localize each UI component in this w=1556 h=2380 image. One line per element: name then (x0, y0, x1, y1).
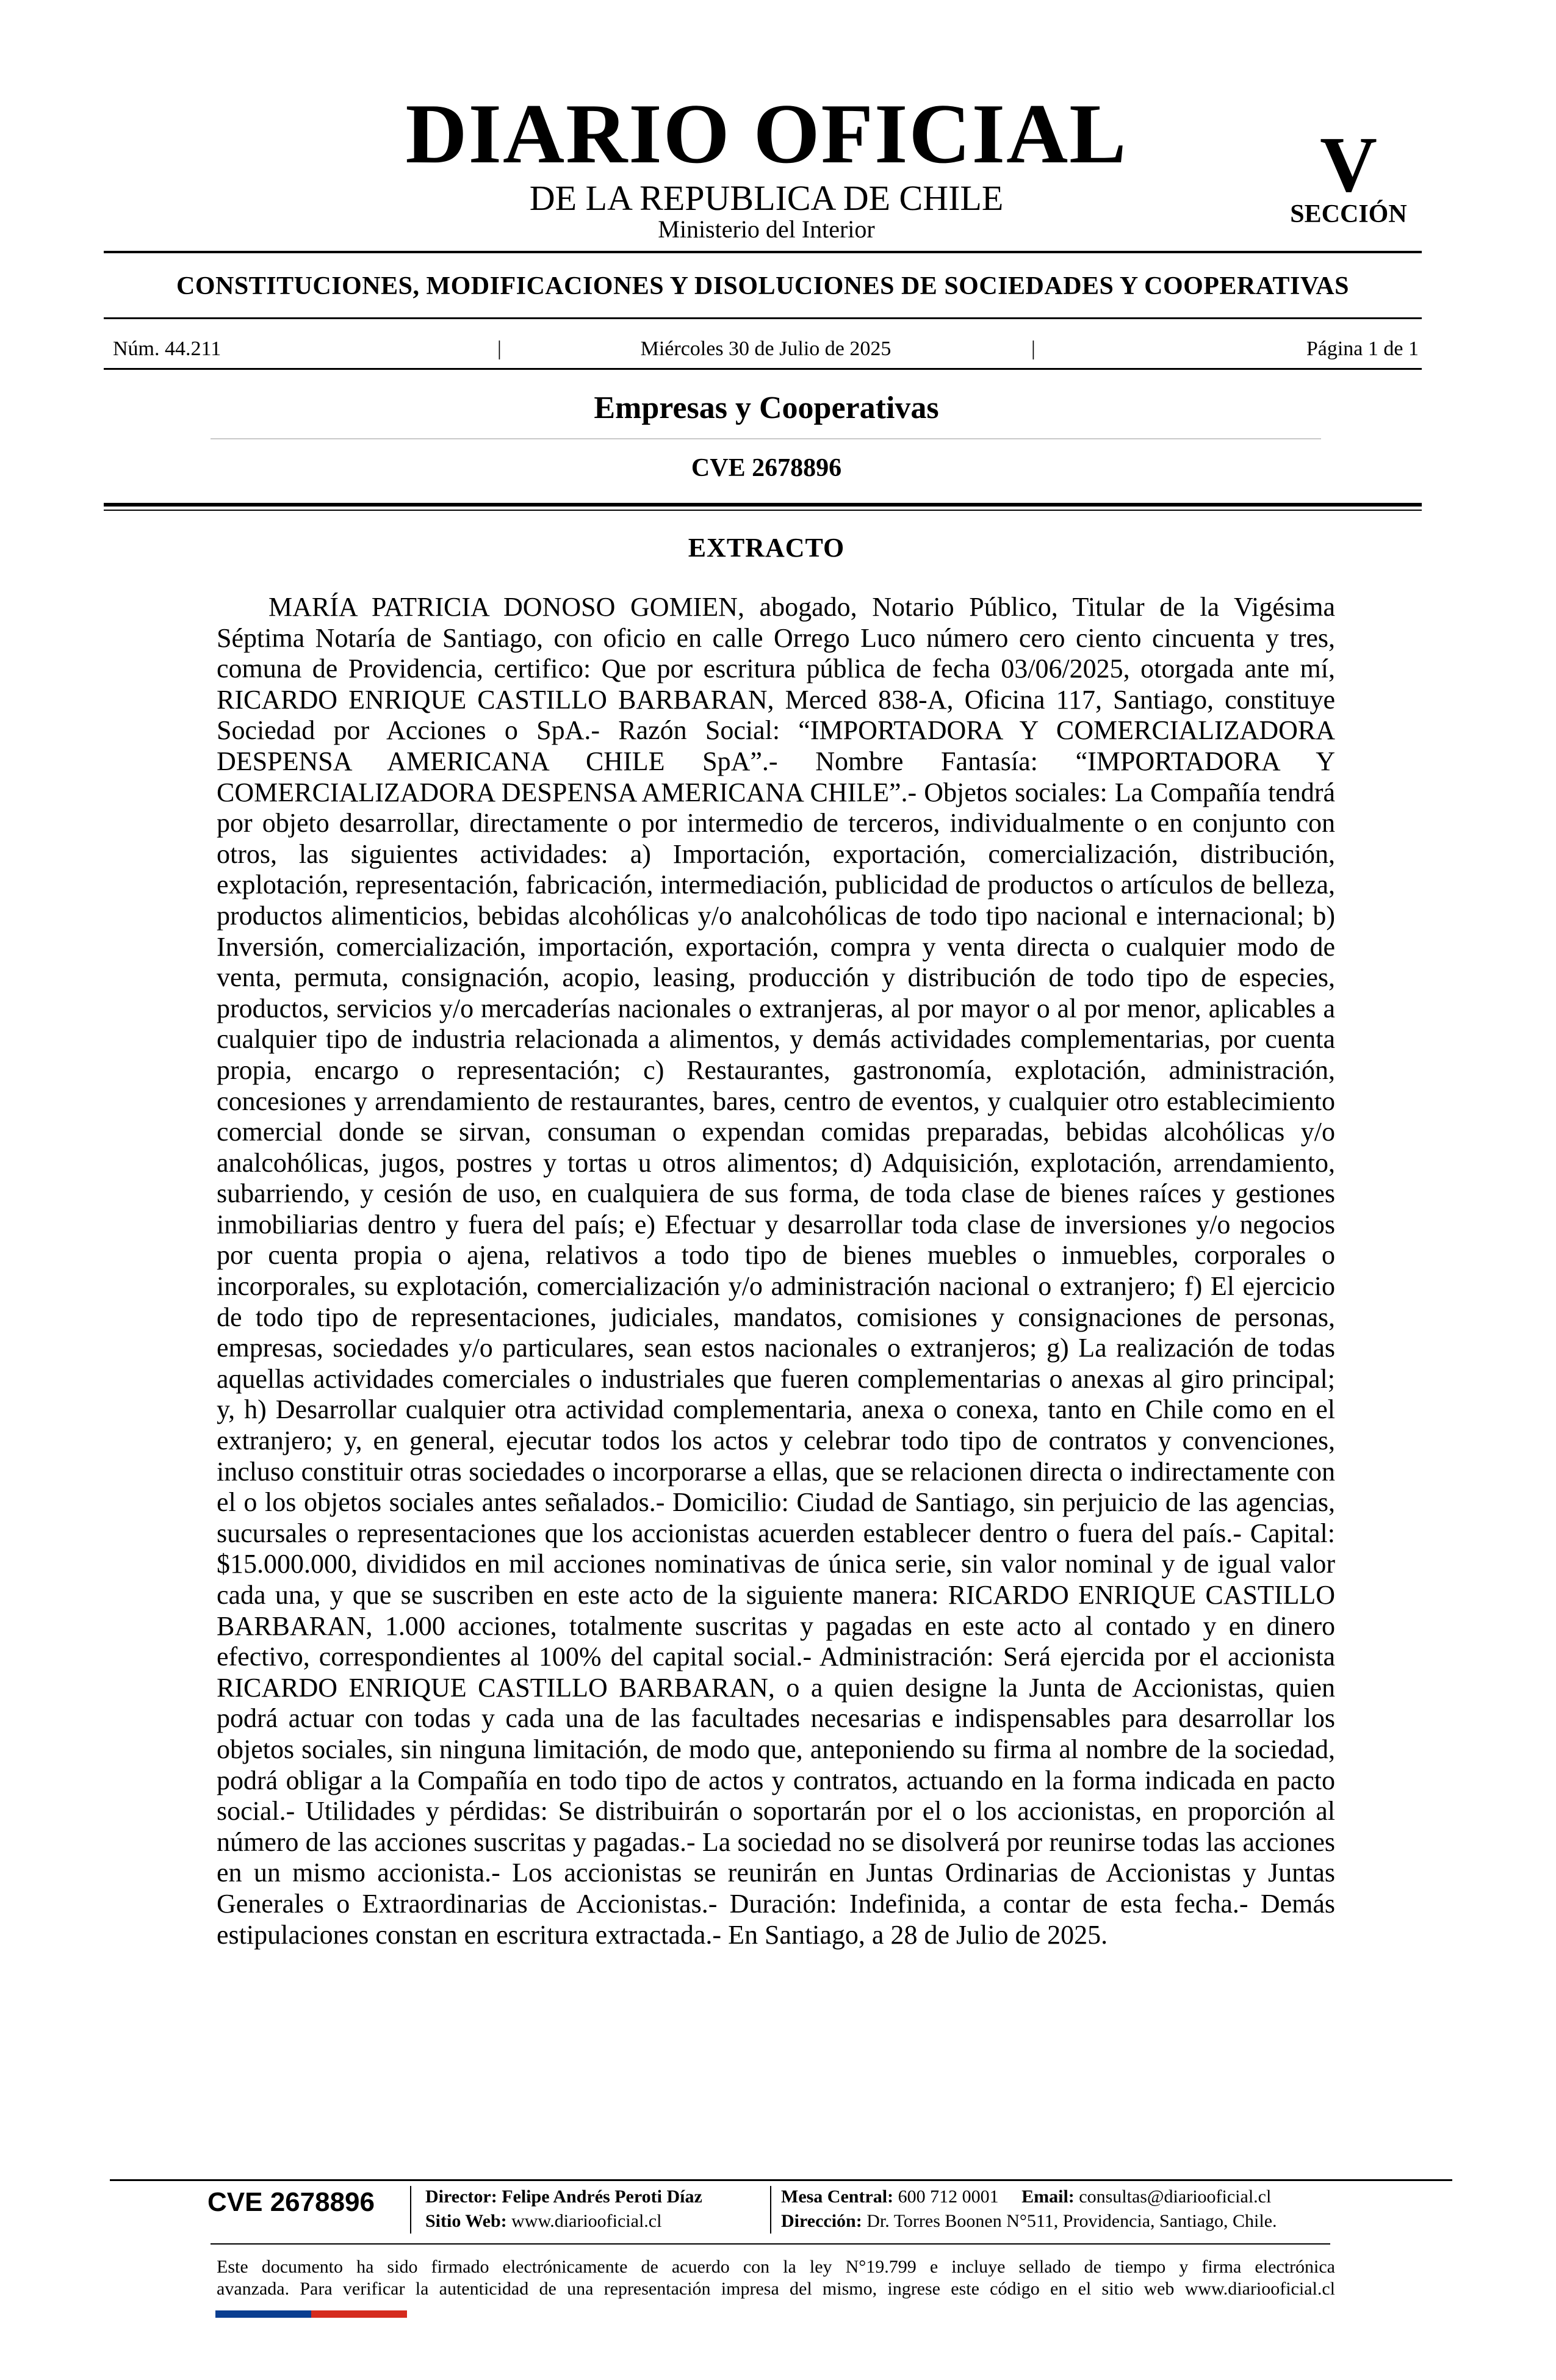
legal-line-2: avanzada. Para verificar la autenticidad de una representación impresa del mismo, ingrese este código en el sitio web www.diariooficial.cl (217, 2279, 1335, 2299)
issue-number: Núm. 44.211 (113, 337, 222, 360)
director-name: Felipe Andrés Peroti Díaz (502, 2187, 702, 2207)
masthead-title: DIARIO OFICIAL (405, 87, 1128, 181)
email-link[interactable]: consultas@diariooficial.cl (1079, 2187, 1272, 2207)
section-label: SECCIÓN (1290, 200, 1407, 228)
section-title: Empresas y Cooperativas (594, 391, 939, 425)
footer-cve: CVE 2678896 (207, 2187, 375, 2217)
footer-director (425, 2185, 702, 2209)
extract-title: EXTRACTO (688, 533, 845, 563)
footer-divider (410, 2186, 411, 2234)
issue-separator: | (1031, 337, 1036, 360)
footer-contact (781, 2185, 1271, 2209)
cve-rule-thick (104, 503, 1422, 507)
footer-rule (110, 2179, 1452, 2181)
section-title-rule (211, 438, 1321, 439)
email-label: Email: (1021, 2187, 1075, 2207)
mesa-label: Mesa Central: (781, 2187, 894, 2207)
footer-legal-rule (211, 2243, 1330, 2245)
footer-website (425, 2209, 661, 2234)
website-label: Sitio Web: (425, 2211, 507, 2231)
cve-rule-thin (104, 510, 1422, 511)
section-number: V (1320, 121, 1377, 209)
director-label: Director: (425, 2187, 497, 2207)
legal-notice (217, 2256, 1335, 2300)
address-label: Dirección: (781, 2211, 862, 2231)
issue-info-row (113, 336, 1419, 362)
issue-page: Página 1 de 1 (1306, 337, 1419, 360)
flag-stripe-red (311, 2310, 407, 2318)
extract-body: MARÍA PATRICIA DONOSO GOMIEN, abogado, Notario Público, Titular de la Vigésima Séptima Notaría de Santiago, con oficio en calle Orrego Luco número cero ciento cincuenta y tres, comuna de Providencia, certifico: Que por escritura pública de fecha 03/06/2025, otorgada ante mí, RICARDO ENRIQUE CASTILLO BARBARAN, Merced 838-A, Oficina 117, Santiago, constituye Sociedad por Acciones o SpA.- Razón Social: “IMPORTADORA Y COMERCIALIZADORA DESPENSA AMERICANA CHILE SpA”.- Nombre Fantasía: “IMPORTADORA Y COMERCIALIZADORA DESPENSA AMERICANA CHILE”.- Objetos sociales: La Compañía tendrá por objeto desarrollar, directamente o por intermedio de terceros, individualmente o en conjunto con otros, las siguientes actividades: a) Importación, exportación, comercialización, distribución, explotación, representación, fabricación, intermediación, publicidad de productos o artículos de belleza, productos alimenticios, bebidas alcohólicas y/o analcohólicas de todo tipo nacional e internacional; b) Inversión, comercialización, importación, exportación, compra y venta directa o cualquier modo de venta, permuta, consignación, acopio, leasing, producción y distribución de todo tipo de especies, productos, servicios y/o mercaderías nacionales o extranjeras, al por mayor o al por menor, aplicables a cualquier tipo de industria relacionada a alimentos, y demás actividades complementarias, por cuenta propia, encargo o representación; c) Restaurantes, gastronomía, explotación, administración, concesiones y arrendamiento de restaurantes, bares, centro de eventos, y cualquier otro establecimiento comercial donde se sirvan, consuman o expendan comidas preparadas, bebidas alcohólicas y/o analcohólicas, jugos, postres y tortas u otros alimentos; d) Adquisición, explotación, arrendamiento, subarriendo, y cesión de uso, en cualquiera de sus forma, de toda clase de bienes raíces y gestiones inmobiliarias dentro y fuera del país; e) Efectuar y desarrollar toda clase de inversiones y/o negocios por cuenta propia o ajena, relativos a todo tipo de bienes muebles o inmuebles, corporales o incorporales, su explotación, comercialización y/o administración nacional o extranjero; f) El ejercicio de todo tipo de representaciones, judiciales, mandatos, comisiones y consignaciones de personas, empresas, sociedades y/o particulares, sean estos nacionales o extranjeros; g) La realización de todas aquellas actividades comerciales o industriales que fueren complementarias o anexas al giro principal; y, h) Desarrollar cualquier otra actividad complementaria, anexa o conexa, tanto en Chile como en el extranjero; y, en general, ejecutar todos los actos y celebrar todo tipo de contratos y convenciones, incluso constituir otras sociedades o incorporarse a ellas, que se relacionen directa o indirectamente con el o los objetos sociales antes señalados.- Domicilio: Ciudad de Santiago, sin perjuicio de las agencias, sucursales o representaciones que los accionistas acuerden establecer dentro o fuera del país.- Capital: $15.000.000, divididos en mil acciones nominativas de única serie, sin valor nominal y de igual valor cada una, y que se suscriben en este acto de la siguiente manera: RICARDO ENRIQUE CASTILLO BARBARAN, 1.000 acciones, totalmente suscritas y pagadas en este acto al contado y en dinero efectivo, correspondientes al 100% del capital social.- Administración: Será ejercida por el accionista RICARDO ENRIQUE CASTILLO BARBARAN, o a quien designe la Junta de Accionistas, quien podrá actuar con todas y cada una de las facultades necesarias e indispensables para desarrollar los objetos sociales, sin ninguna limitación, de modo que, anteponiendo su firma al nombre de la sociedad, podrá obligar a la Compañía en todo tipo de actos y contratos, actuando en la forma indicada en pacto social.- Utilidades y pérdidas: Se distribuirán o soportarán por el o los accionistas, en proporción al número de las acciones suscritas y pagadas.- La sociedad no se disolverá por reunirse todas las acciones en un mismo accionista.- Los accionistas se reunirán en Juntas Ordinarias de Accionistas y Juntas Generales o Extraordinarias de Accionistas.- Duración: Indefinida, a contar de esta fecha.- Demás estipulaciones constan en escritura extractada.- En Santiago, a 28 de Julio de 2025. (217, 592, 1335, 1950)
masthead-ministry: Ministerio del Interior (658, 215, 875, 243)
website-link[interactable]: www.diariooficial.cl (511, 2211, 662, 2231)
address-value: Dr. Torres Boonen N°511, Providencia, Santiago, Chile. (866, 2211, 1277, 2231)
category-rule (104, 317, 1422, 319)
masthead-rule (104, 251, 1422, 253)
footer-address (781, 2209, 1277, 2234)
cve-code: CVE 2678896 (691, 454, 842, 482)
masthead-subtitle: DE LA REPUBLICA DE CHILE (529, 178, 1004, 218)
legal-line-1: Este documento ha sido firmado electrónicamente de acuerdo con la ley N°19.799 e incluye sellado de tiempo y firma electrónica (217, 2257, 1335, 2277)
flag-stripe-blue (215, 2310, 311, 2318)
footer-divider (770, 2186, 771, 2234)
mesa-phone: 600 712 0001 (898, 2187, 999, 2207)
issue-rule (104, 368, 1422, 370)
category-header: CONSTITUCIONES, MODIFICACIONES Y DISOLUCIONES DE SOCIEDADES Y COOPERATIVAS (176, 272, 1349, 300)
issue-separator: | (497, 337, 502, 360)
issue-date: Miércoles 30 de Julio de 2025 (640, 337, 891, 360)
